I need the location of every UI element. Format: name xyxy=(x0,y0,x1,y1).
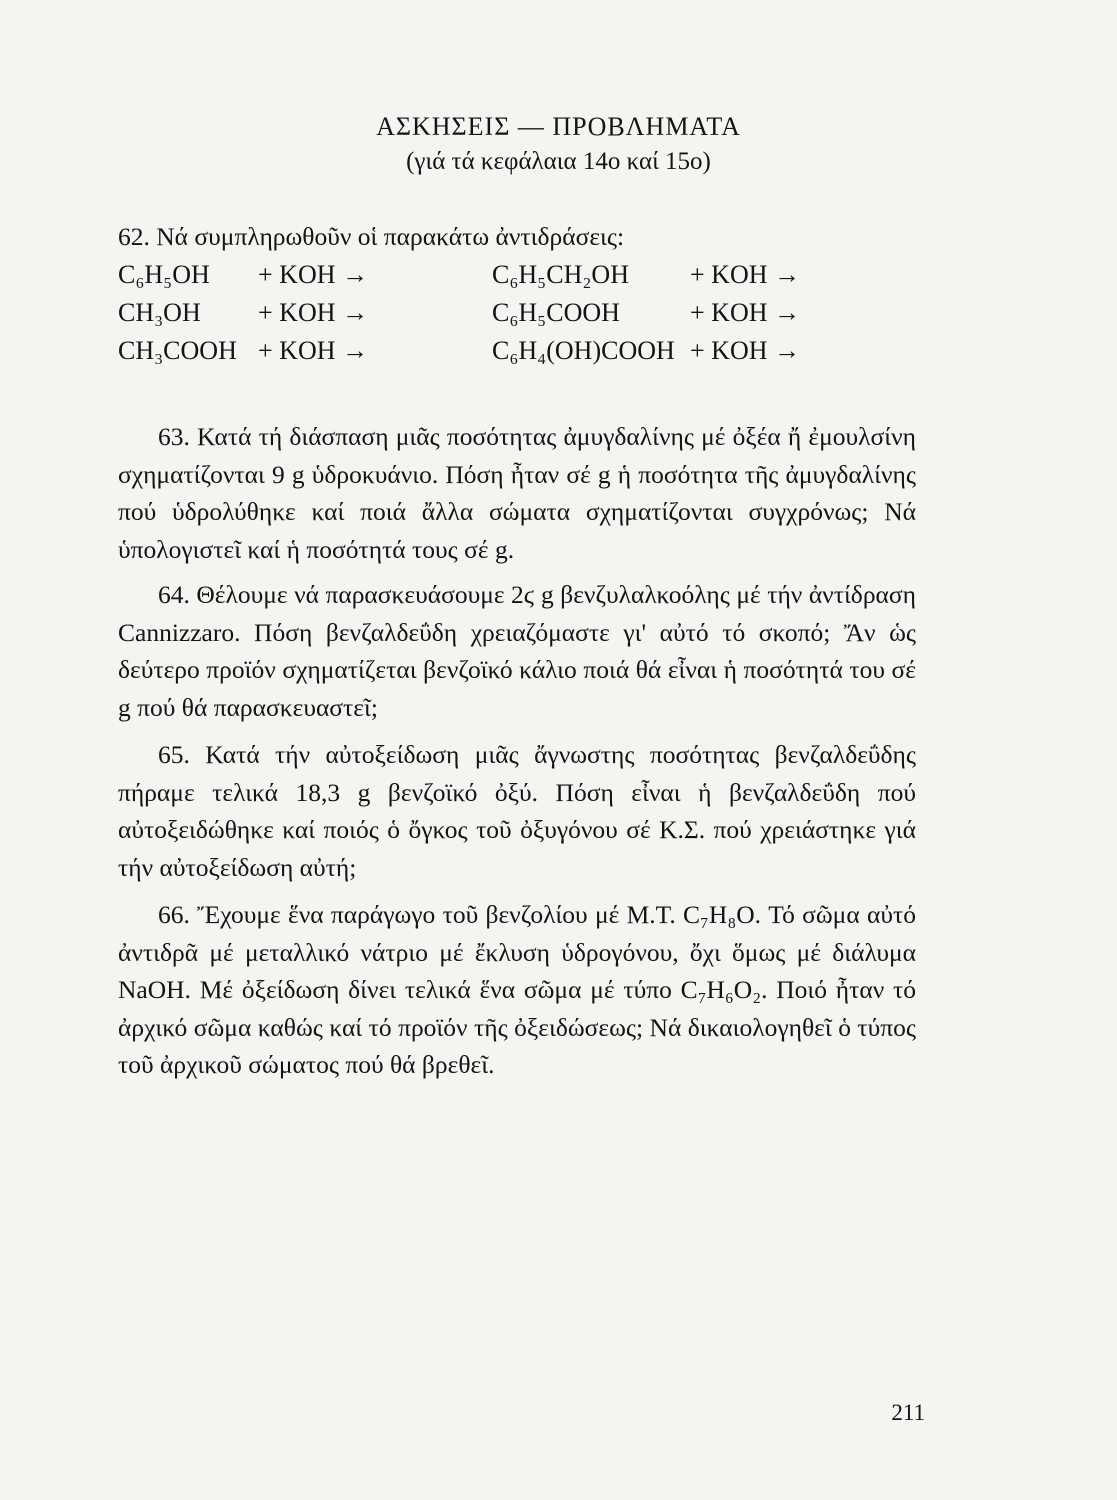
equation-left-op: + KOH → xyxy=(258,260,368,289)
equation-left: CH₃COOH xyxy=(118,336,237,365)
equation-row xyxy=(118,256,838,294)
equation-row xyxy=(118,332,838,370)
equation-right: C₆H₅CH₂OH xyxy=(492,260,629,289)
equation-right: C₆H₄(OH)COOH xyxy=(492,336,675,365)
exercise-66: 66. Ἔχουμε ἕνα παράγωγο τοῦ βενζολίου μέ Μ.Τ. C₇H₈O. Τό σῶμα αὐτό ἀντιδρᾶ μέ μεταλλικό νάτριο μέ ἔκλυση ὑδρογόνου, ὄχι ὅμως μέ διάλυμα NaOH. Μέ ὀξείδωση δίνει τελικά ἕνα σῶμα μέ τύπο C₇H₆O₂. Ποιό ἦταν τό ἀρχικό σῶμα καθώς καί τό προϊόν τῆς ὀξειδώσεως; Νά δικαιολογηθεῖ ὁ τύπος τοῦ ἀρχικοῦ σώματος πού θά βρεθεῖ. xyxy=(118,900,916,1079)
equation-grid xyxy=(118,256,838,370)
exercise-63: 63. Κατά τή διάσπαση μιᾶς ποσότητας ἀμυγδαλίνης μέ ὀξέα ἤ ἐμουλσίνη σχηματίζονται 9 g ὑδροκυάνιο. Πόση ἦταν σέ g ἡ ποσότητα τῆς ἀμυγδαλίνης πού ὑδρολύθηκε καί ποιά ἄλλα σώματα σχηματίζονται συγχρόνως; Νά ὑπολογιστεῖ καί ἡ ποσότητά τους σέ g. xyxy=(118,422,916,564)
equation-left: CH₃OH xyxy=(118,298,201,327)
page-title: ΑΣΚΗΣΕΙΣ — ΠΡΟΒΛΗΜΑΤΑ xyxy=(376,112,741,141)
equation-row xyxy=(118,294,838,332)
equation-left-op: + KOH → xyxy=(258,336,368,365)
equation-right-op: + KOH → xyxy=(690,260,800,289)
page-number: 211 xyxy=(891,1400,925,1425)
equation-right-op: + KOH → xyxy=(690,336,800,365)
exercise-64: 64. Θέλουμε νά παρασκευάσουμε 2ϛ g βενζυλαλκοόλης μέ τήν ἀντίδραση Cannizzaro. Πόση βενζαλδεΰδη χρειαζόμαστε γι' αὐτό τό σκοπό; Ἄν ὡς δεύτερο προϊόν σχηματίζεται βενζοϊκό κάλιο ποιά θά εἶναι ἡ ποσότητά του σέ g πού θά παρασκευαστεῖ; xyxy=(118,580,916,722)
page-subtitle: (γιά τά κεφάλαια 14ο καί 15ο) xyxy=(406,148,711,175)
exercise-65: 65. Κατά τήν αὐτοξείδωση μιᾶς ἄγνωστης ποσότητας βενζαλδεΰδης πήραμε τελικά 18,3 g βενζοϊκό ὀξύ. Πόση εἶναι ἡ βενζαλδεΰδη πού αὐτοξειδώθηκε καί ποιός ὁ ὄγκος τοῦ ὀξυγόνου σέ Κ.Σ. πού χρειάστηκε γιά τήν αὐτοξείδωση αὐτή; xyxy=(118,740,916,882)
equation-left-op: + KOH → xyxy=(258,298,368,327)
exercise-62-text: 62. Νά συμπληρωθοῦν οἱ παρακάτω ἀντιδράσεις: xyxy=(118,222,625,251)
equation-right-op: + KOH → xyxy=(690,298,800,327)
equation-right: C₆H₅COOH xyxy=(492,298,620,327)
equation-left: C₆H₅OH xyxy=(118,260,210,289)
exercise-62 xyxy=(118,218,916,256)
